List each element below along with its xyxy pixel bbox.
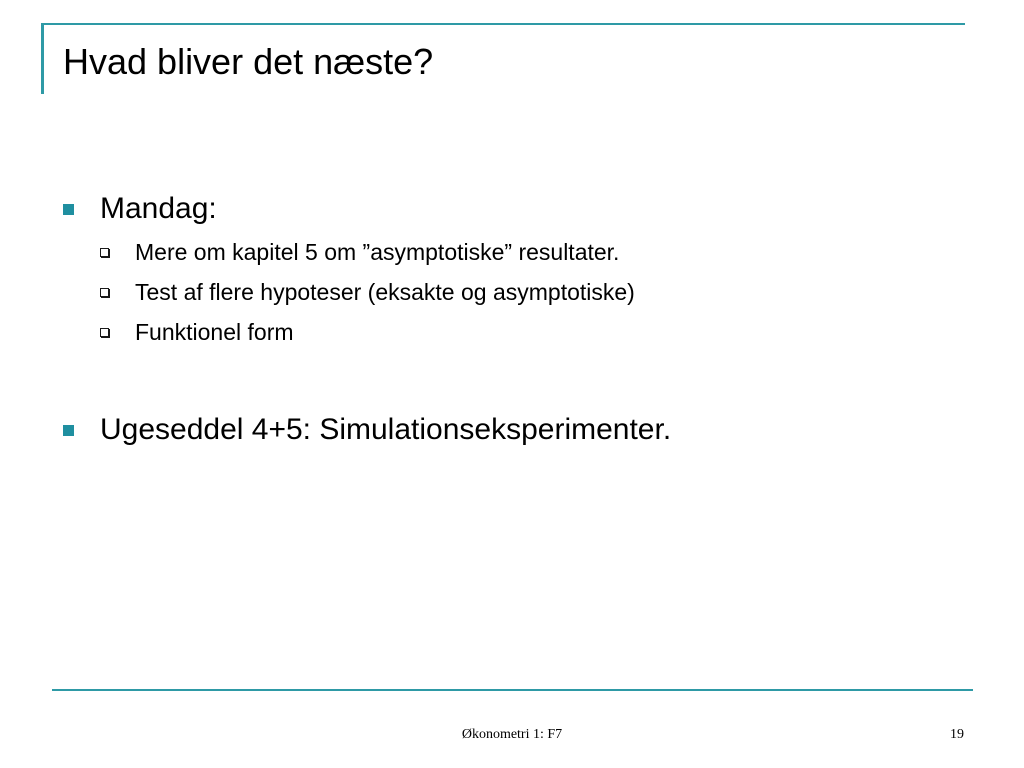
footer-course-label: Økonometri 1: F7 [461, 727, 563, 742]
bullet-item-mandag [63, 191, 217, 227]
hollow-square-bullet-icon [100, 288, 109, 297]
accent-vertical-line [41, 23, 44, 94]
hollow-square-bullet-icon [100, 328, 109, 337]
footer-divider [52, 689, 973, 691]
bullet-text: Mandag: [100, 192, 217, 225]
sub-bullet-item [100, 312, 635, 352]
slide-title: Hvad bliver det næste? [63, 41, 434, 82]
sub-bullet-item [100, 272, 635, 312]
bullet-text: Ugeseddel 4+5: Simulationseksperimenter. [100, 413, 672, 446]
sub-bullet-item [100, 232, 635, 272]
sub-bullet-text: Mere om kapitel 5 om ”asymptotiske” resultater. [135, 239, 620, 265]
square-bullet-icon [63, 425, 74, 436]
accent-top-line [41, 23, 965, 25]
sub-bullet-list [100, 232, 635, 352]
hollow-square-bullet-icon [100, 248, 109, 257]
bullet-item-ugeseddel [63, 412, 671, 448]
page-number: 19 [950, 727, 964, 742]
square-bullet-icon [63, 204, 74, 215]
sub-bullet-text: Funktionel form [135, 319, 294, 345]
sub-bullet-text: Test af flere hypoteser (eksakte og asymptotiske) [135, 279, 635, 305]
